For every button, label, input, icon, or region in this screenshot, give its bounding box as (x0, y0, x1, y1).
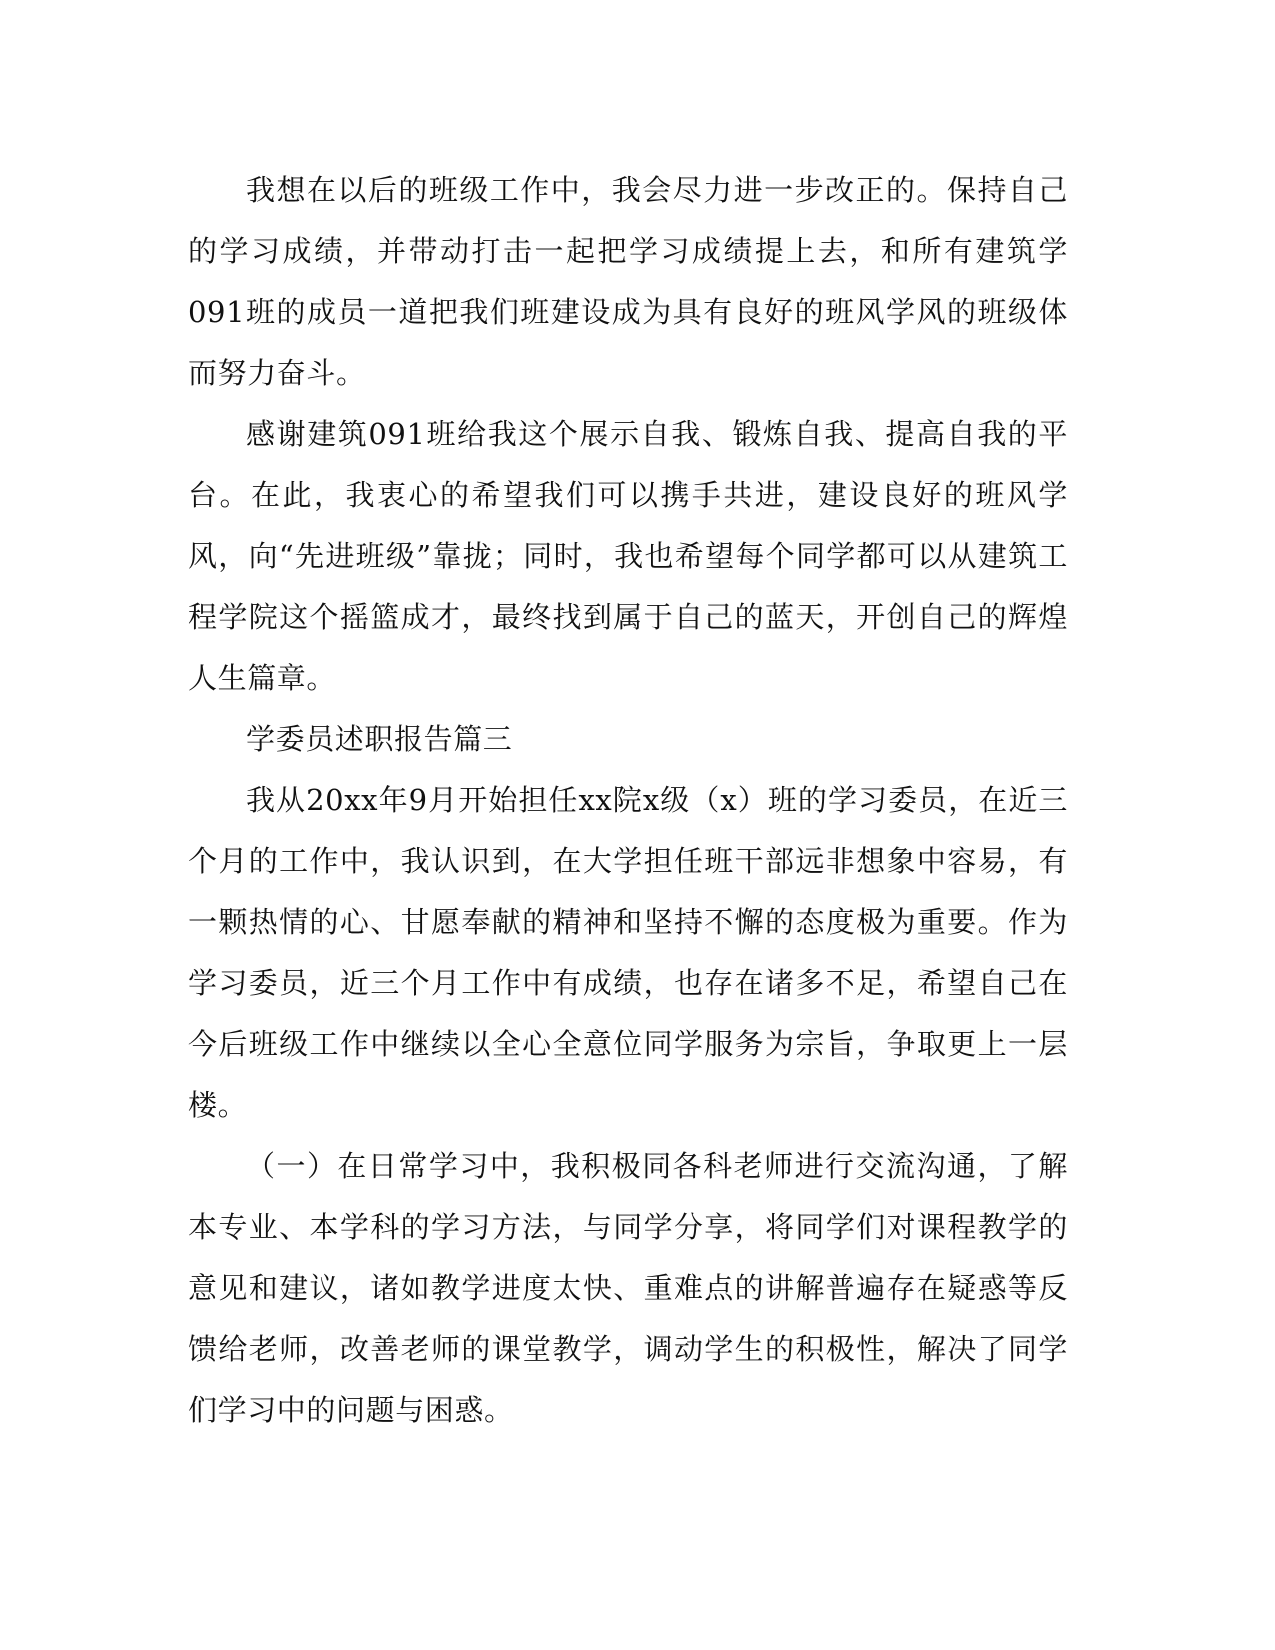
paragraph-thanks: 感谢建筑091班给我这个展示自我、锻炼自我、提高自我的平台。在此，我衷心的希望我们可以携手共进，建设良好的班风学风，向“先进班级”靠拢；同时，我也希望每个同学都可以从建筑工程学院这个摇篮成才，最终找到属于自己的蓝天，开创自己的辉煌人生篇章。 (188, 417, 1068, 695)
paragraph-daily-study: （一）在日常学习中，我积极同各科老师进行交流沟通，了解本专业、本学科的学习方法，与同学分享，将同学们对课程教学的意见和建议，诸如教学进度太快、重难点的讲解普遍存在疑惑等反馈给老师，改善老师的课堂教学，调动学生的积极性，解决了同学们学习中的问题与困惑。 (188, 1149, 1068, 1427)
paragraph-class-work-plan: 我想在以后的班级工作中，我会尽力进一步改正的。保持自己的学习成绩，并带动打击一起把学习成绩提上去，和所有建筑学091班的成员一道把我们班建设成为具有良好的班风学风的班级体而努力奋斗。 (188, 173, 1068, 390)
document-body (188, 160, 1068, 1441)
section-heading: 学委员述职报告篇三 (246, 722, 513, 756)
paragraph-intro: 我从20xx年9月开始担任xx院x级（x）班的学习委员，在近三个月的工作中，我认识到，在大学担任班干部远非想象中容易，有一颗热情的心、甘愿奉献的精神和坚持不懈的态度极为重要。作为学习委员，近三个月工作中有成绩，也存在诸多不足，希望自己在今后班级工作中继续以全心全意位同学服务为宗旨，争取更上一层楼。 (188, 783, 1068, 1122)
